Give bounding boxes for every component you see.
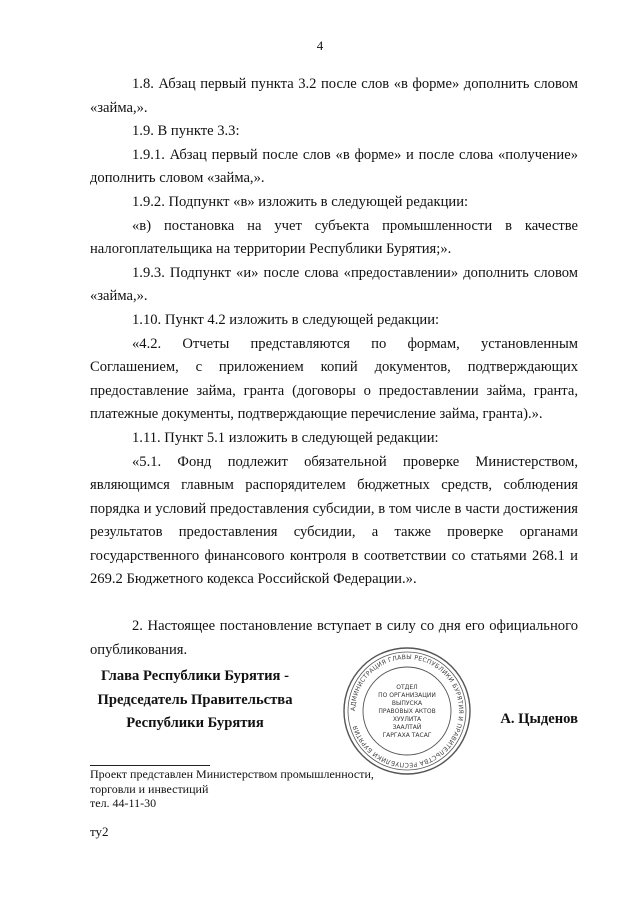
seal-line-1: ОТДЕЛ [396, 684, 418, 691]
paragraph-4-2-text: «4.2. Отчеты представляются по формам, установленным Соглашением, с приложением копий документов, подтверждающих предоставление займа, гранта (договоры о предоставлении займа, гранта, платежные документы, подтверждающие перечисление займа, гранта).». [90, 335, 578, 423]
seal-line-3: ВЫПУСКА [391, 700, 423, 707]
paragraph-1-9-2-text: «в) постановка на учет субъекта промышленности в качестве налогоплательщика на территории Республики Бурятия;». [90, 217, 578, 258]
paragraph-1-9-1: 1.9.1. Абзац первый после слов «в форме» и после слова «получение» дополнить словом «займа,». [90, 146, 578, 187]
seal-line-4: ПРАВОВЫХ АКТОВ [378, 708, 436, 715]
footnote [90, 767, 374, 811]
signer-title-line-1: Глава Республики Бурятия - [101, 668, 289, 684]
document-code: ту2 [90, 824, 109, 839]
paragraph-1-9: 1.9. В пункте 3.3: [132, 123, 240, 140]
signer-title [90, 665, 300, 736]
footnote-line-1: Проект представлен Министерством промышленности, [90, 767, 374, 781]
signer-title-line-3: Республики Бурятия [126, 715, 264, 732]
signer-name: А. Цыденов [500, 711, 578, 727]
footnote-phone: тел. 44-11-30 [90, 796, 157, 810]
seal-line-2: ПО ОРГАНИЗАЦИИ [378, 692, 436, 699]
paragraph-1-8: 1.8. Абзац первый пункта 3.2 после слов «в форме» дополнить словом «займа,». [90, 76, 578, 116]
footnote-line-2: торговли и инвестиций [90, 781, 209, 796]
seal-ring-text: АДМИНИСТРАЦИЯ ГЛАВЫ РЕСПУБЛИКИ БУРЯТИЯ И ПРАВИТЕЛЬСТВА РЕСПУБЛИКИ БУРЯТИЯ [349, 653, 465, 769]
paragraph-1-10: 1.10. Пункт 4.2 изложить в следующей редакции: [132, 311, 440, 328]
paragraph-1-9-2: 1.9.2. Подпункт «в» изложить в следующей редакции: [132, 193, 469, 210]
official-seal [341, 645, 473, 777]
seal-line-6: ЗААЛТАЙ [392, 724, 422, 731]
paragraph-2: 2. Настоящее постановление вступает в силу со дня его официального опубликования. [90, 618, 578, 658]
document-body [90, 73, 578, 662]
paragraph-5-1-text: «5.1. Фонд подлежит обязательной проверке Министерством, являющимся главным распорядителем бюджетных средств, соблюдения порядка и условий предоставления субсидии, в том числе в части достижения результатов предоставления субсидии, а также проверке органами государственного финансового контроля в соответствии со статьями 268.1 и 269.2 Бюджетного кодекса Российской Федерации.». [90, 453, 578, 588]
signer-title-line-2: Председатель Правительства [97, 691, 293, 708]
seal-line-7: ГАРГАХА ТАСАГ [382, 732, 432, 739]
page-number: 4 [316, 38, 324, 53]
seal-line-5: ХУУЛИТА [392, 716, 422, 723]
paragraph-1-11: 1.11. Пункт 5.1 изложить в следующей редакции: [132, 429, 439, 446]
footnote-divider [90, 765, 210, 766]
paragraph-1-9-3: 1.9.3. Подпункт «и» после слова «предоставлении» дополнить словом «займа,». [90, 264, 578, 305]
